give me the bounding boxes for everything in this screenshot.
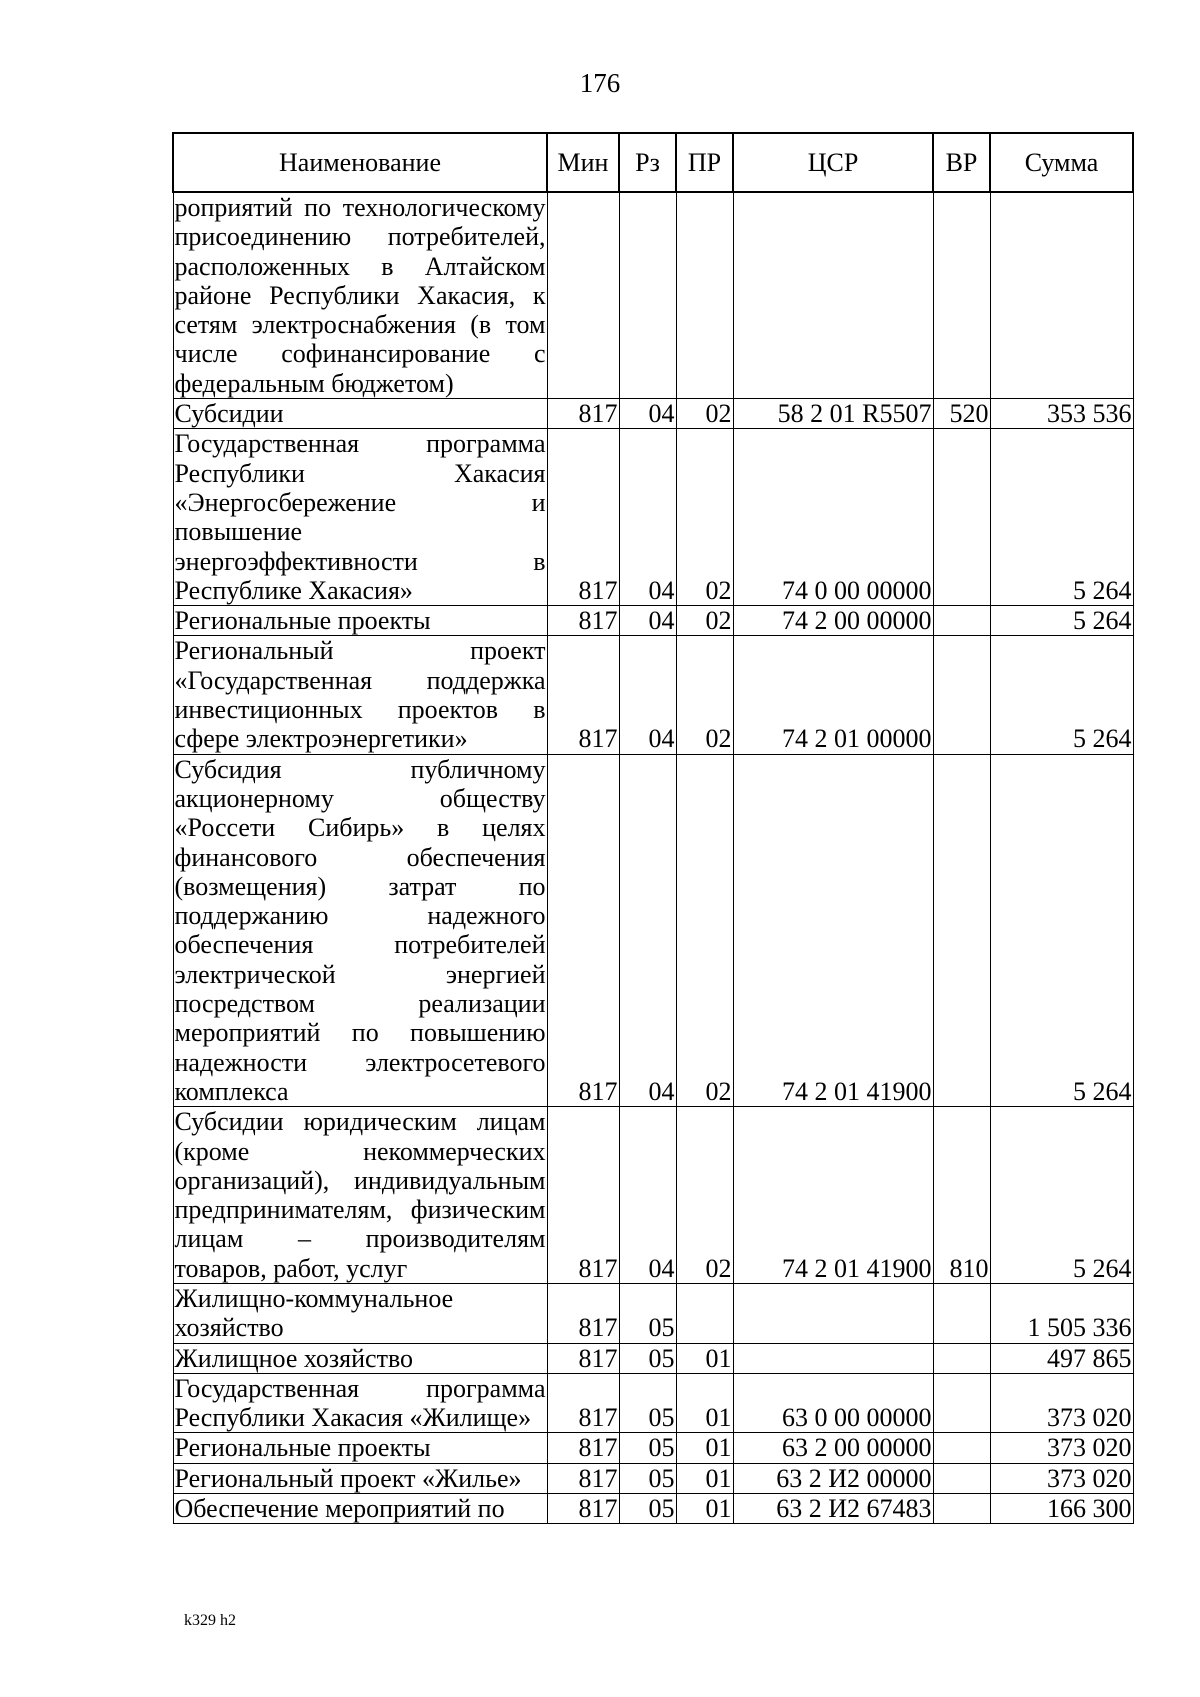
cell-name: Субсидии юридическим лицам (кроме некоммерческих организаций), индивидуальным предпринимателям, физическим лицам – производителям товаров, работ, услуг — [174, 1107, 546, 1283]
cell-vr — [933, 1283, 990, 1343]
cell-sum: 373 020 — [990, 1433, 1133, 1463]
header-min: Мин — [547, 133, 619, 192]
cell-pr: 02 — [676, 429, 733, 606]
cell-pr: 01 — [676, 1494, 733, 1524]
cell-sum: 5 264 — [990, 754, 1133, 1107]
cell-sum: 353 536 — [990, 399, 1133, 429]
cell-rz: 05 — [619, 1343, 676, 1373]
cell-csr — [733, 192, 933, 399]
cell-pr: 02 — [676, 399, 733, 429]
cell-name: Жилищно-коммунальное хозяйство — [173, 1283, 547, 1343]
cell-csr: 63 0 00 00000 — [733, 1373, 933, 1433]
table-row — [173, 1433, 1133, 1463]
cell-rz: 04 — [619, 399, 676, 429]
cell-pr: 01 — [676, 1433, 733, 1463]
cell-min: 817 — [547, 754, 619, 1107]
cell-csr: 74 0 00 00000 — [733, 429, 933, 606]
cell-pr: 01 — [676, 1463, 733, 1493]
table-row — [173, 1463, 1133, 1493]
cell-vr: 520 — [933, 399, 990, 429]
cell-min: 817 — [547, 1494, 619, 1524]
cell-pr: 02 — [676, 636, 733, 754]
table-row — [173, 399, 1133, 429]
table-header-row — [173, 133, 1133, 192]
cell-sum: 373 020 — [990, 1463, 1133, 1493]
table-row — [173, 429, 1133, 606]
cell-sum: 1 505 336 — [990, 1283, 1133, 1343]
cell-rz: 05 — [619, 1463, 676, 1493]
cell-pr: 02 — [676, 1107, 733, 1284]
cell-rz: 04 — [619, 636, 676, 754]
cell-name: Региональные проекты — [173, 606, 547, 636]
cell-vr — [933, 1494, 990, 1524]
cell-vr — [933, 636, 990, 754]
cell-csr: 74 2 01 41900 — [733, 754, 933, 1107]
cell-min: 817 — [547, 1343, 619, 1373]
cell-rz: 05 — [619, 1433, 676, 1463]
cell-csr: 74 2 00 00000 — [733, 606, 933, 636]
cell-min: 817 — [547, 399, 619, 429]
page-number: 176 — [579, 68, 621, 98]
cell-sum: 5 264 — [990, 636, 1133, 754]
cell-name: Региональный проект «Государственная поддержка инвестиционных проектов в сфере электроэнергетики» — [174, 636, 546, 754]
cell-name: Региональный проект «Жилье» — [173, 1463, 547, 1493]
cell-min: 817 — [547, 636, 619, 754]
cell-vr — [933, 1433, 990, 1463]
footer-code: k329 h2 — [184, 1612, 236, 1629]
cell-rz: 04 — [619, 754, 676, 1107]
cell-csr: 74 2 01 41900 — [733, 1107, 933, 1284]
cell-min: 817 — [547, 1283, 619, 1343]
cell-name: Региональные проекты — [173, 1433, 547, 1463]
table-row — [173, 1283, 1133, 1343]
cell-min: 817 — [547, 1373, 619, 1433]
header-sum: Сумма — [990, 133, 1133, 192]
table-row — [173, 1494, 1133, 1524]
cell-pr: 01 — [676, 1373, 733, 1433]
header-rz: Рз — [619, 133, 676, 192]
cell-name: Субсидия публичному акционерному обществу «Россети Сибирь» в целях финансового обеспечения (возмещения) затрат по поддержанию надежного обеспечения потребителей электрической энергией посредством реализации мероприятий по повышению надежности электросетевого комплекса — [174, 754, 546, 1106]
cell-sum: 166 300 — [990, 1494, 1133, 1524]
cell-pr — [676, 192, 733, 399]
cell-name: Обеспечение мероприятий по — [173, 1494, 547, 1524]
table-row — [173, 754, 1133, 1107]
cell-rz: 04 — [619, 606, 676, 636]
cell-min: 817 — [547, 1107, 619, 1284]
cell-vr — [933, 754, 990, 1107]
cell-rz: 05 — [619, 1283, 676, 1343]
cell-csr: 58 2 01 R5507 — [733, 399, 933, 429]
cell-csr: 63 2 И2 67483 — [733, 1494, 933, 1524]
cell-name: Государственная программа Республики Хакасия «Энергосбережение и повышение энергоэффективности в Республике Хакасия» — [174, 429, 546, 605]
cell-sum: 373 020 — [990, 1373, 1133, 1433]
cell-name: Государственная программа Республики Хакасия «Жилище» — [174, 1373, 546, 1433]
header-pr: ПР — [676, 133, 733, 192]
cell-sum: 497 865 — [990, 1343, 1133, 1373]
table-body — [173, 192, 1133, 1524]
cell-vr — [933, 606, 990, 636]
cell-vr — [933, 1373, 990, 1433]
cell-name: Субсидии — [173, 399, 547, 429]
cell-sum: 5 264 — [990, 1107, 1133, 1284]
table-row — [173, 1107, 1133, 1284]
cell-csr — [733, 1343, 933, 1373]
cell-rz: 04 — [619, 429, 676, 606]
table-row — [173, 192, 1133, 399]
header-csr: ЦСР — [733, 133, 933, 192]
cell-csr — [733, 1283, 933, 1343]
cell-name: Жилищное хозяйство — [173, 1343, 547, 1373]
cell-sum — [990, 192, 1133, 399]
cell-rz — [619, 192, 676, 399]
table-row — [173, 1373, 1133, 1433]
cell-csr: 63 2 И2 00000 — [733, 1463, 933, 1493]
cell-pr — [676, 1283, 733, 1343]
cell-sum: 5 264 — [990, 606, 1133, 636]
header-name: Наименование — [173, 133, 547, 192]
cell-pr: 02 — [676, 606, 733, 636]
cell-rz: 05 — [619, 1494, 676, 1524]
cell-vr — [933, 1463, 990, 1493]
cell-vr — [933, 1343, 990, 1373]
cell-csr: 63 2 00 00000 — [733, 1433, 933, 1463]
cell-min: 817 — [547, 429, 619, 606]
cell-pr: 02 — [676, 754, 733, 1107]
cell-min: 817 — [547, 606, 619, 636]
cell-vr: 810 — [933, 1107, 990, 1284]
table-row — [173, 1343, 1133, 1373]
budget-table — [172, 132, 1134, 1524]
cell-rz: 05 — [619, 1373, 676, 1433]
cell-min — [547, 192, 619, 399]
cell-pr: 01 — [676, 1343, 733, 1373]
cell-vr — [933, 192, 990, 399]
table-row — [173, 606, 1133, 636]
cell-min: 817 — [547, 1463, 619, 1493]
cell-name: роприятий по технологическому присоединению потребителей, расположенных в Алтайском районе Республики Хакасия, к сетям электроснабжения (в том числе софинансирование с федеральным бюджетом) — [174, 193, 546, 398]
cell-sum: 5 264 — [990, 429, 1133, 606]
cell-rz: 04 — [619, 1107, 676, 1284]
cell-min: 817 — [547, 1433, 619, 1463]
cell-csr: 74 2 01 00000 — [733, 636, 933, 754]
table-row — [173, 636, 1133, 754]
cell-vr — [933, 429, 990, 606]
header-vr: ВР — [933, 133, 990, 192]
